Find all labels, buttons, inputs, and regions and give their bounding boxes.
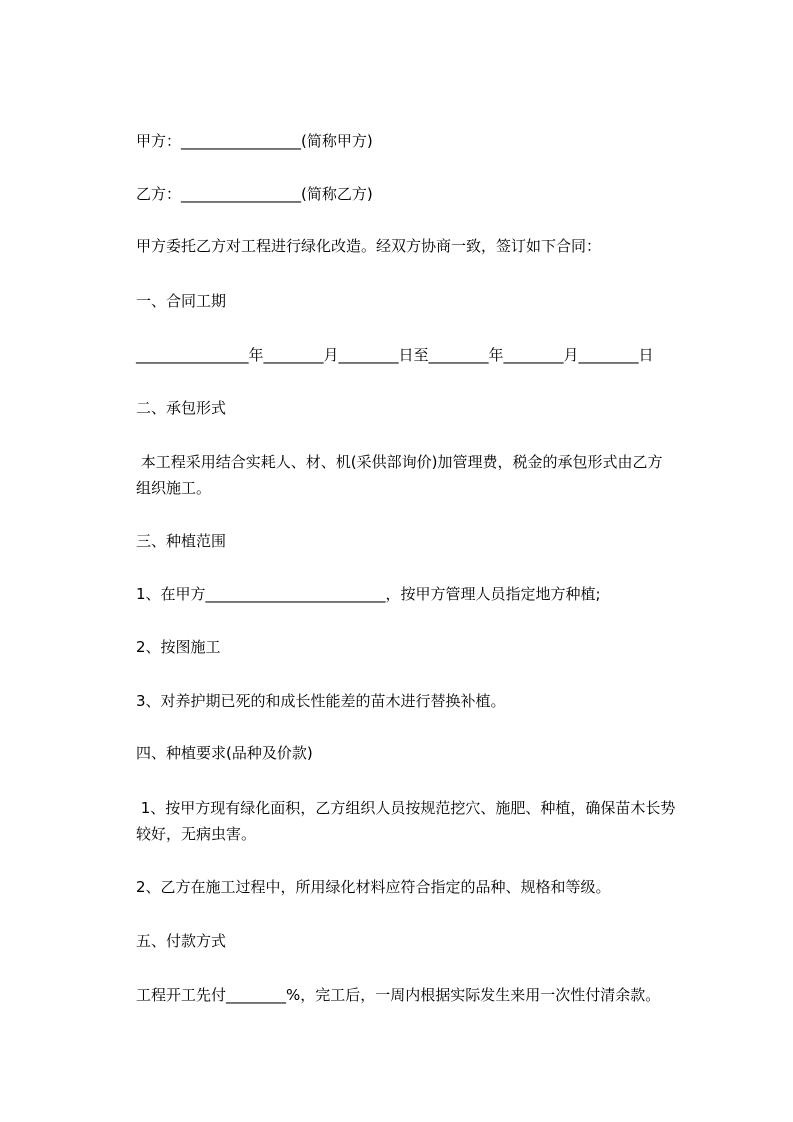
contract-form-line-2: 组织施工。 [136,479,212,497]
planting-scope-item-3: 3、对养护期已死的和成长性能差的苗木进行替换补植。 [136,692,506,710]
payment-method-line: 工程开工先付________%，完工后，一周内根据实际发生来用一次性付清余款。 [136,986,661,1004]
planting-requirement-item-1-line-1: 1、按甲方现有绿化面积，乙方组织人员按规范挖穴、施肥、种植，确保苗木长势 [136,799,676,817]
section-2-heading: 二、承包形式 [136,399,227,417]
planting-requirement-item-2: 2、乙方在施工过程中，所用绿化材料应符合指定的品种、规格和等级。 [136,878,611,896]
planting-scope-item-2: 2、按图施工 [136,638,221,656]
party-b-line: 乙方：________________(简称乙方) [136,185,373,203]
planting-requirement-item-1-line-2: 较好，无病虫害。 [136,825,257,843]
contract-period-line: _______________年________月________日至________年________月________日 [136,346,654,364]
contract-form-line-1: 本工程采用结合实耗人、材、机(采供部询价)加管理费，税金的承包形式由乙方 [136,453,663,471]
planting-scope-item-1: 1、在甲方________________________，按甲方管理人员指定地方种植; [136,585,601,603]
intro-paragraph: 甲方委托乙方对工程进行绿化改造。经双方协商一致，签订如下合同： [136,237,602,255]
section-3-heading: 三、种植范围 [136,532,227,550]
section-5-heading: 五、付款方式 [136,932,227,950]
section-4-heading: 四、种植要求(品种及价款) [136,744,313,762]
party-a-line: 甲方：________________(简称甲方) [136,132,373,150]
section-1-heading: 一、合同工期 [136,292,227,310]
